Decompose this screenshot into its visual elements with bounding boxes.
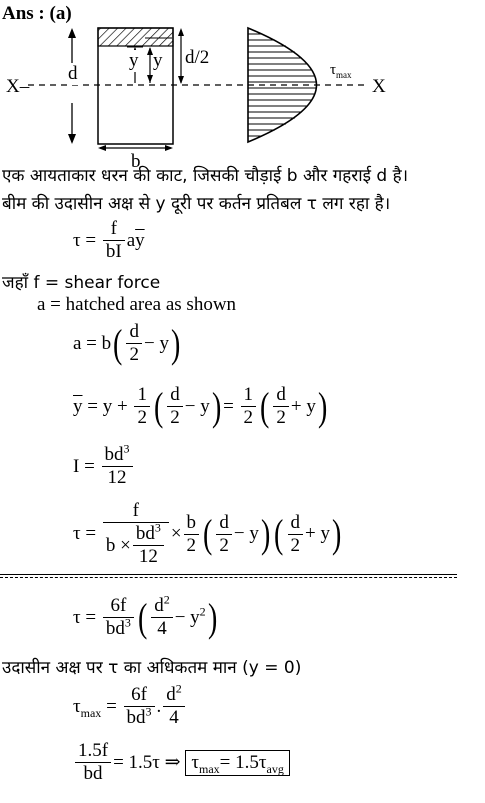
moment-of-inertia-equation: I = $\frac{bd^3}{12}$ (73, 444, 135, 489)
depth-label: d (68, 63, 78, 84)
where-line-1: जहाँ f = shear force (2, 273, 161, 293)
centroid-equation: $\overline{y} = y$ + $\frac{1}{2}$ ( $\frac{d}{2}$ − y) = $\frac{1}{2}$ ( $\frac{d}{2}$ + y) (73, 383, 328, 429)
final-result-box: $\tau_{max}= 1.5\tau_{avg}$ (185, 750, 290, 776)
axis-label-left: X– (6, 76, 30, 97)
shear-stress-simplified: τ = $\frac{6f}{bd^3}$ ( $\frac{d^2}{4}$ − $y^2$) (73, 592, 217, 640)
divider-bottom (0, 577, 457, 578)
y-label-inner: y (129, 50, 139, 71)
width-label: b (131, 151, 141, 172)
y-label-outer: y (153, 50, 163, 71)
divider-top (0, 574, 457, 575)
hatched-area (98, 28, 173, 46)
tau-max-equation: $\tau_{max}$ = $\frac{6f}{bd^3}$ . $\frac{d^2}{4}$ (73, 684, 187, 729)
axis-label-right: X (372, 76, 386, 97)
half-depth-label: d/2 (185, 47, 210, 68)
beam-section-diagram (0, 18, 485, 168)
area-equation: a = b( $\frac{d}{2}$ − y) (73, 320, 181, 366)
shear-stress-formula: τ = $\frac{f}{bI}$ $a\overline{y}$ (73, 218, 145, 262)
answer-heading: Ans : (a) (2, 3, 72, 24)
shear-stress-substituted: τ = f b × $\frac{bd^3}{12}$ × $\frac{b}{2}$ ( $\frac{d}{2}$ − y)( $\frac{d}{2}$ + y) (73, 500, 342, 567)
where-line-2: a = hatched area as shown (37, 294, 237, 315)
description-line-2: बीम की उदासीन अक्ष से y दूरी पर कर्तन प्रतिबल τ लग रहा है। (2, 194, 391, 214)
description-line-1: एक आयताकार धरन की काट, जिसकी चौड़ाई b और गहराई d है। (2, 166, 409, 186)
final-result-equation: $\frac{1.5f}{bd}$ = 1.5τ ⇒ $\tau_{max}= 1.5\tau_{avg}$ (73, 740, 290, 785)
tau-max-label: $\tau_{max}$ (330, 62, 352, 80)
max-value-line: उदासीन अक्ष पर τ का अधिकतम मान (y = 0) (2, 658, 302, 678)
